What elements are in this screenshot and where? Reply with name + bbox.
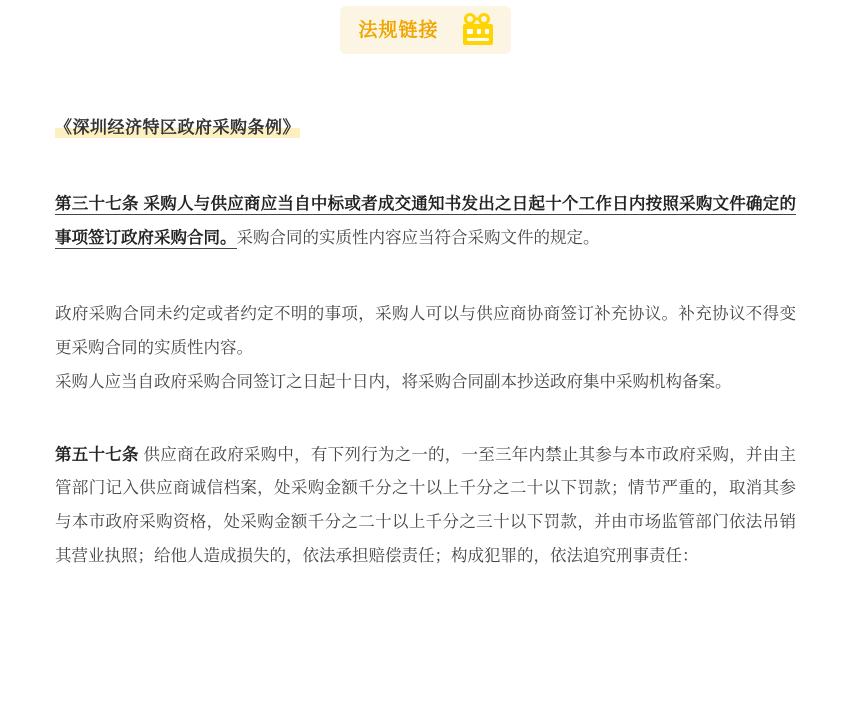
contract-filing-paragraph: 采购人应当自政府采购合同签订之日起十日内，将采购合同副本抄送政府集中采购机构备案。 (55, 372, 732, 391)
legal-link-badge-container (0, 0, 851, 54)
article-37-paragraph (55, 188, 796, 256)
regulation-title: 《深圳经济特区政府采购条例》 (55, 118, 300, 137)
article-57-rest: 供应商在政府采购中，有下列行为之一的，一至三年内禁止其参与本市政府采购，并由主管部门记入供应商诚信档案，处采购金额千分之十以上千分之二十以下罚款；情节严重的，取消其参与本市政府采购资格，处采购金额千分之二十以上千分之三十以下罚款，并由市场监管部门依法吊销其营业执照；给他人造成损失的，依法承担赔偿责任；构成犯罪的，依法追究刑事责任： (55, 445, 797, 565)
document-body (0, 112, 851, 574)
article-37-emphasis: 采购人与供应商应当自中标或者成交通知书发出之日起十个工作日内按照采购文件确定的事项签订政府采购合同。 (55, 195, 797, 248)
legal-link-badge (340, 6, 510, 54)
article-57-paragraph (55, 439, 796, 574)
supplementary-agreement-paragraph: 政府采购合同未约定或者约定不明的事项，采购人可以与供应商协商签订补充协议。补充协议不得变更采购合同的实质性内容。 (55, 304, 796, 357)
article-37-rest: 采购合同的实质性内容应当符合采购文件的规定。 (236, 229, 600, 248)
regulation-title-line (55, 112, 796, 144)
legal-link-badge-label: 法规链接 (358, 19, 439, 41)
article-57-number: 第五十七条 (55, 445, 139, 464)
article-37-number: 第三十七条 (55, 195, 139, 214)
legal-doc-icon (453, 13, 501, 47)
